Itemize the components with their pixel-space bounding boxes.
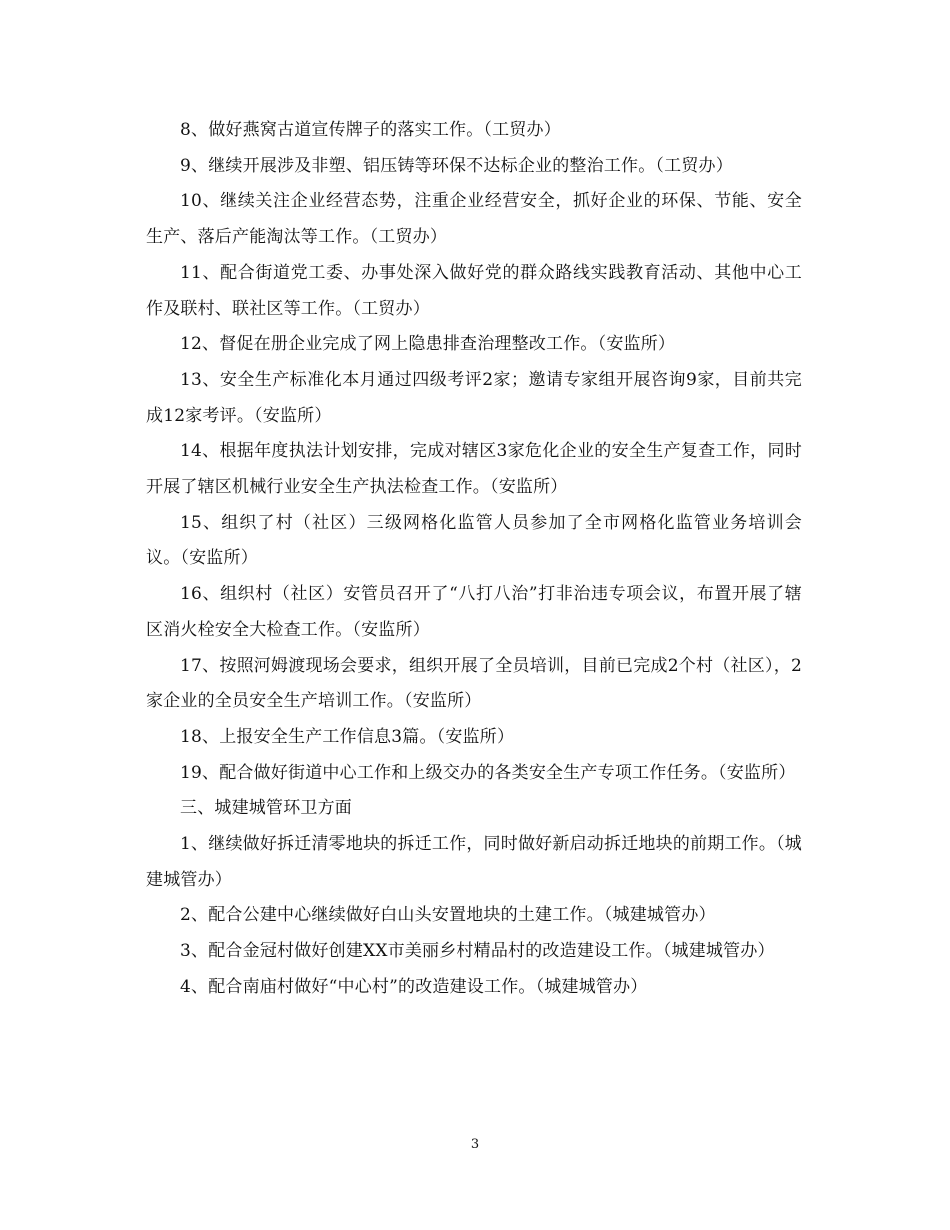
paragraph-item-16: 16、组织村（社区）安管员召开了“八打八治”打非治违专项会议，布置开展了辖区消火栓安全大检查工作。（安监所） xyxy=(146,584,802,640)
paragraph-item-18: 18、上报安全生产工作信息3篇。（安监所） xyxy=(180,726,515,747)
page-number: 3 xyxy=(470,1137,480,1152)
paragraph-item-4: 4、配合南庙村做好“中心村”的改造建设工作。（城建城管办） xyxy=(180,976,648,997)
paragraph-item-3: 3、配合金冠村做好创建XX市美丽乡村精品村的改造建设工作。（城建城管办） xyxy=(180,941,775,962)
document-body xyxy=(146,113,802,1006)
paragraph-item-1: 1、继续做好拆迁清零地块的拆迁工作，同时做好新启动拆迁地块的前期工作。（城建城管办） xyxy=(146,834,802,890)
paragraph-item-2: 2、配合公建中心继续做好白山头安置地块的土建工作。（城建城管办） xyxy=(180,905,716,926)
paragraph-item-19: 19、配合做好街道中心工作和上级交办的各类安全生产专项工作任务。（安监所） xyxy=(180,762,796,783)
paragraph-item-8: 8、做好燕窝古道宣传牌子的落实工作。（工贸办） xyxy=(180,120,561,140)
paragraph-item-17: 17、按照河姆渡现场会要求，组织开展了全员培训，目前已完成2个村（社区），2家企业的全员安全生产培训工作。（安监所） xyxy=(146,655,802,712)
paragraph-item-11: 11、配合街道党工委、办事处深入做好党的群众路线实践教育活动、其他中心工作及联村、联社区等工作。（工贸办） xyxy=(146,262,802,319)
paragraph-item-13: 13、安全生产标准化本月通过四级考评2家；邀请专家组开展咨询9家，目前共完成12家考评。（安监所） xyxy=(146,369,802,426)
paragraph-item-10: 10、继续关注企业经营态势，注重企业经营安全，抓好企业的环保、节能、安全生产、落后产能淘汰等工作。（工贸办） xyxy=(146,191,802,248)
paragraph-item-12: 12、督促在册企业完成了网上隐患排查治理整改工作。（安监所） xyxy=(180,334,676,355)
paragraph-item-14: 14、根据年度执法计划安排，完成对辖区3家危化企业的安全生产复查工作，同时开展了辖区机械行业安全生产执法检查工作。（安监所） xyxy=(146,441,802,498)
paragraph-item-9: 9、继续开展涉及非塑、铝压铸等环保不达标企业的整治工作。（工贸办） xyxy=(180,155,733,176)
section-heading: 三、城建城管环卫方面 xyxy=(180,798,352,819)
paragraph-item-15: 15、组织了村（社区）三级网格化监管人员参加了全市网格化监管业务培训会议。（安监所） xyxy=(146,512,802,569)
